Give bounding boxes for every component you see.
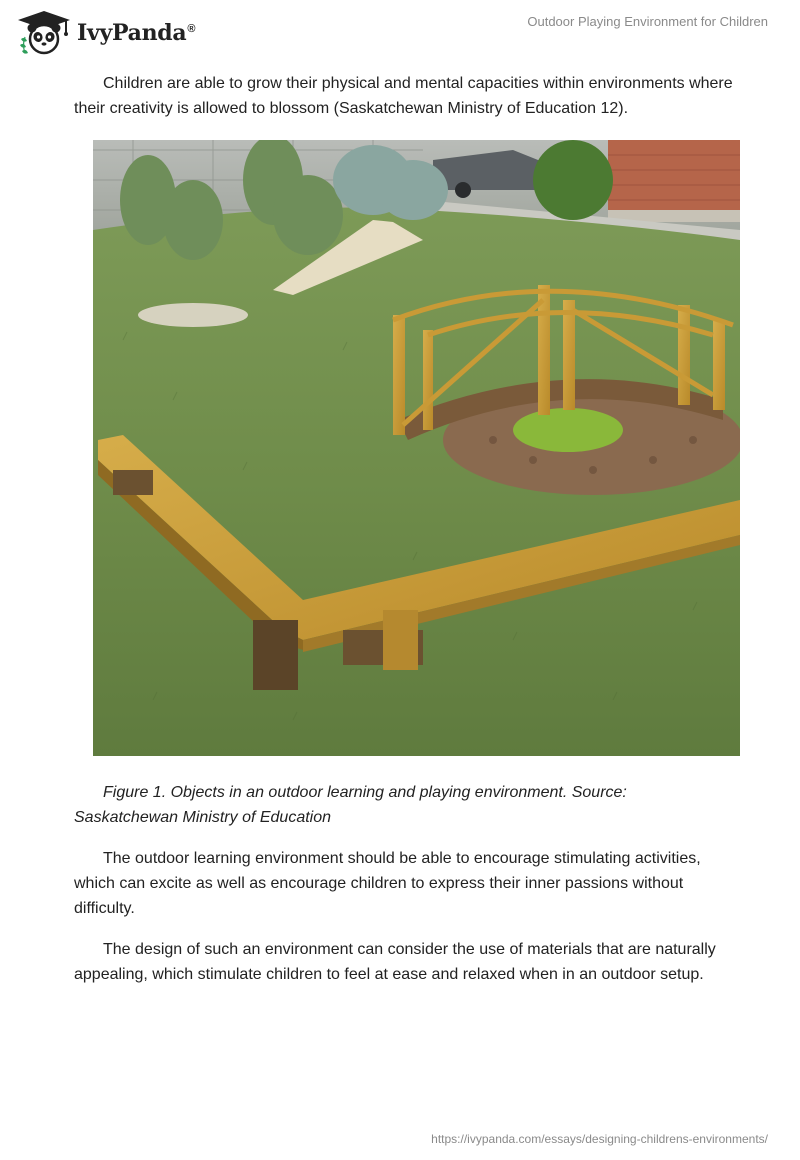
ivypanda-logo[interactable] [16, 9, 195, 55]
paragraph: The outdoor learning environment should be able to encourage stimulating activities, which can excite as well as encourage children to express their inner passions without difficulty. [74, 850, 701, 917]
panda-graduation-cap-icon [16, 9, 72, 55]
document-title: Outdoor Playing Environment for Children [527, 14, 768, 29]
source-url[interactable]: https://ivypanda.com/essays/designing-childrens-environments/ [431, 1132, 768, 1146]
outdoor-playground-illustration [93, 140, 740, 756]
figure-caption: Figure 1. Objects in an outdoor learning and playing environment. Source: Saskatchewan Ministry of Education [74, 784, 627, 826]
brand-name: IvyPanda® [77, 20, 196, 46]
figure-photo [93, 140, 740, 756]
registered-mark: ® [187, 22, 196, 35]
paragraph: Children are able to grow their physical and mental capacities within environments where their creativity is allowed to blossom (Saskatchewan Ministry of Education 12). [74, 75, 733, 117]
paragraph: The design of such an environment can consider the use of materials that are naturally appealing, which stimulate children to feel at ease and relaxed when in an outdoor setup. [74, 941, 716, 983]
